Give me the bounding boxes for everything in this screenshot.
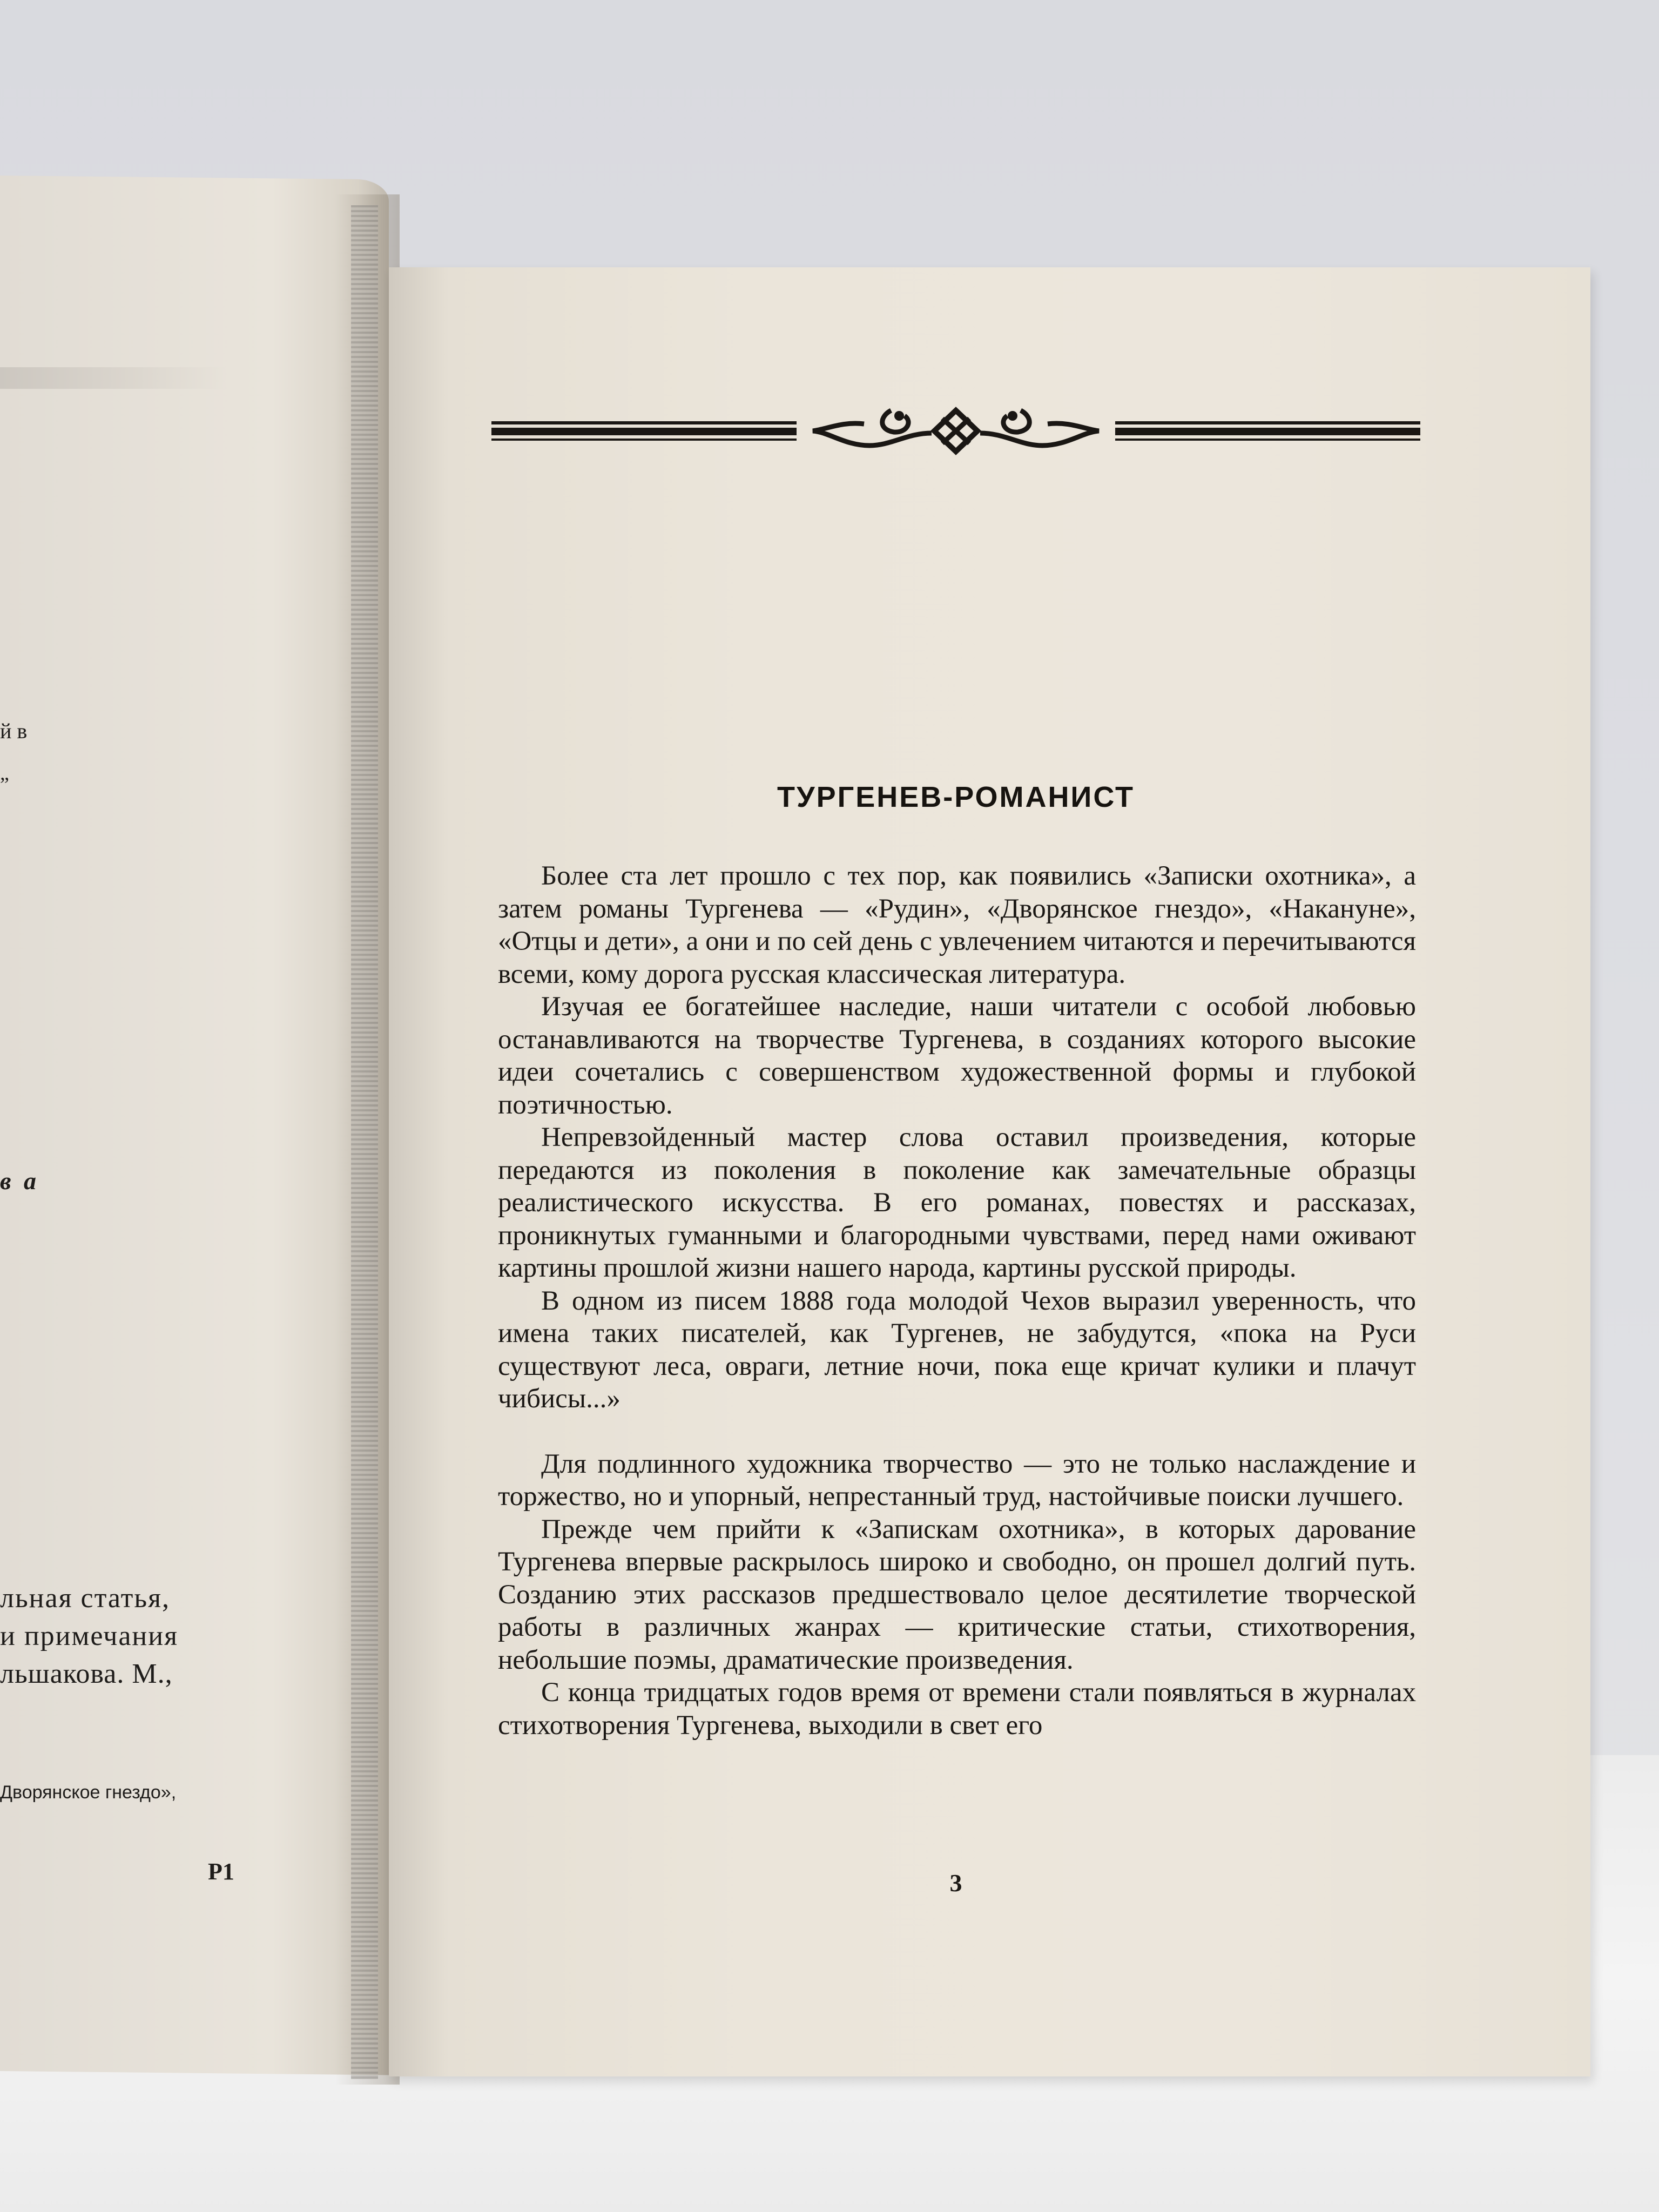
left-page-fragment: и примечания — [0, 1621, 178, 1651]
left-page-faded-line — [0, 367, 227, 389]
body-text — [498, 860, 1416, 1742]
paragraph: Для подлинного художника творчество — это не только наслаждение и торжество, но и упорный, непрестанный труд, настойчивые поиски лучшего. — [498, 1448, 1416, 1512]
book-spine-edge — [351, 205, 378, 2079]
page-number: 3 — [949, 1869, 962, 1897]
decorative-ornament-icon — [491, 400, 1420, 459]
paragraph: Изучая ее богатейшее наследие, наши читатели с особой любовью останавливаются на творчестве Тургенева, в созданиях которого высокие идеи сочетались с совершенством художественной формы и глубокой поэтичностью. — [498, 992, 1416, 1120]
left-page-fragment: „ — [0, 762, 9, 785]
left-page-fragment: льная статья, — [0, 1583, 171, 1614]
left-page-signature-mark: Р1 — [208, 1858, 234, 1885]
left-page-fragment: й в — [0, 719, 28, 743]
left-page-fragment: в а — [0, 1167, 40, 1195]
chapter-title: ТУРГЕНЕВ-РОМАНИСТ — [777, 781, 1135, 813]
paragraph: В одном из писем 1888 года молодой Чехов выразил уверенность, что имена таких писателей, как Тургенев, не забудутся, «пока на Руси существуют леса, овраги, летние ночи, пока еще кричат кулики и плачут чибисы...» — [498, 1285, 1416, 1414]
paragraph: Прежде чем прийти к «Запискам охотника», в которых дарование Тургенева впервые раскрылось широко и свободно, он прошел долгий путь. Созданию этих рассказов предшествовало целое десятилетие творческой работы в различных жанрах — критические статьи, стихотворения, небольшие поэмы, драматические произведения. — [498, 1514, 1416, 1675]
paragraph: Непревзойденный мастер слова оставил произведения, которые передаются из поколения в поколение как замечательные образцы реалистического искусства. В его романах, повестях и рассказах, проникнутых гуманными и благородными чувствами, перед нами оживают картины прошлой жизни нашего народа, картины русской природы. — [498, 1122, 1416, 1283]
left-page-fragment: Дворянское гнездо», — [0, 1782, 177, 1803]
paragraph: С конца тридцатых годов время от времени стали появляться в журналах стихотворения Тургенева, выходили в свет его — [498, 1677, 1416, 1741]
paragraph: Более ста лет прошло с тех пор, как появились «Записки охотника», а затем романы Тургенева — «Рудин», «Дворянское гнездо», «Накануне», «Отцы и дети», а они и по сей день с увлечением читаются и перечитываются всеми, кому дорога русская классическая литература. — [498, 861, 1416, 989]
left-page-fragment: льшакова. М., — [0, 1658, 173, 1689]
